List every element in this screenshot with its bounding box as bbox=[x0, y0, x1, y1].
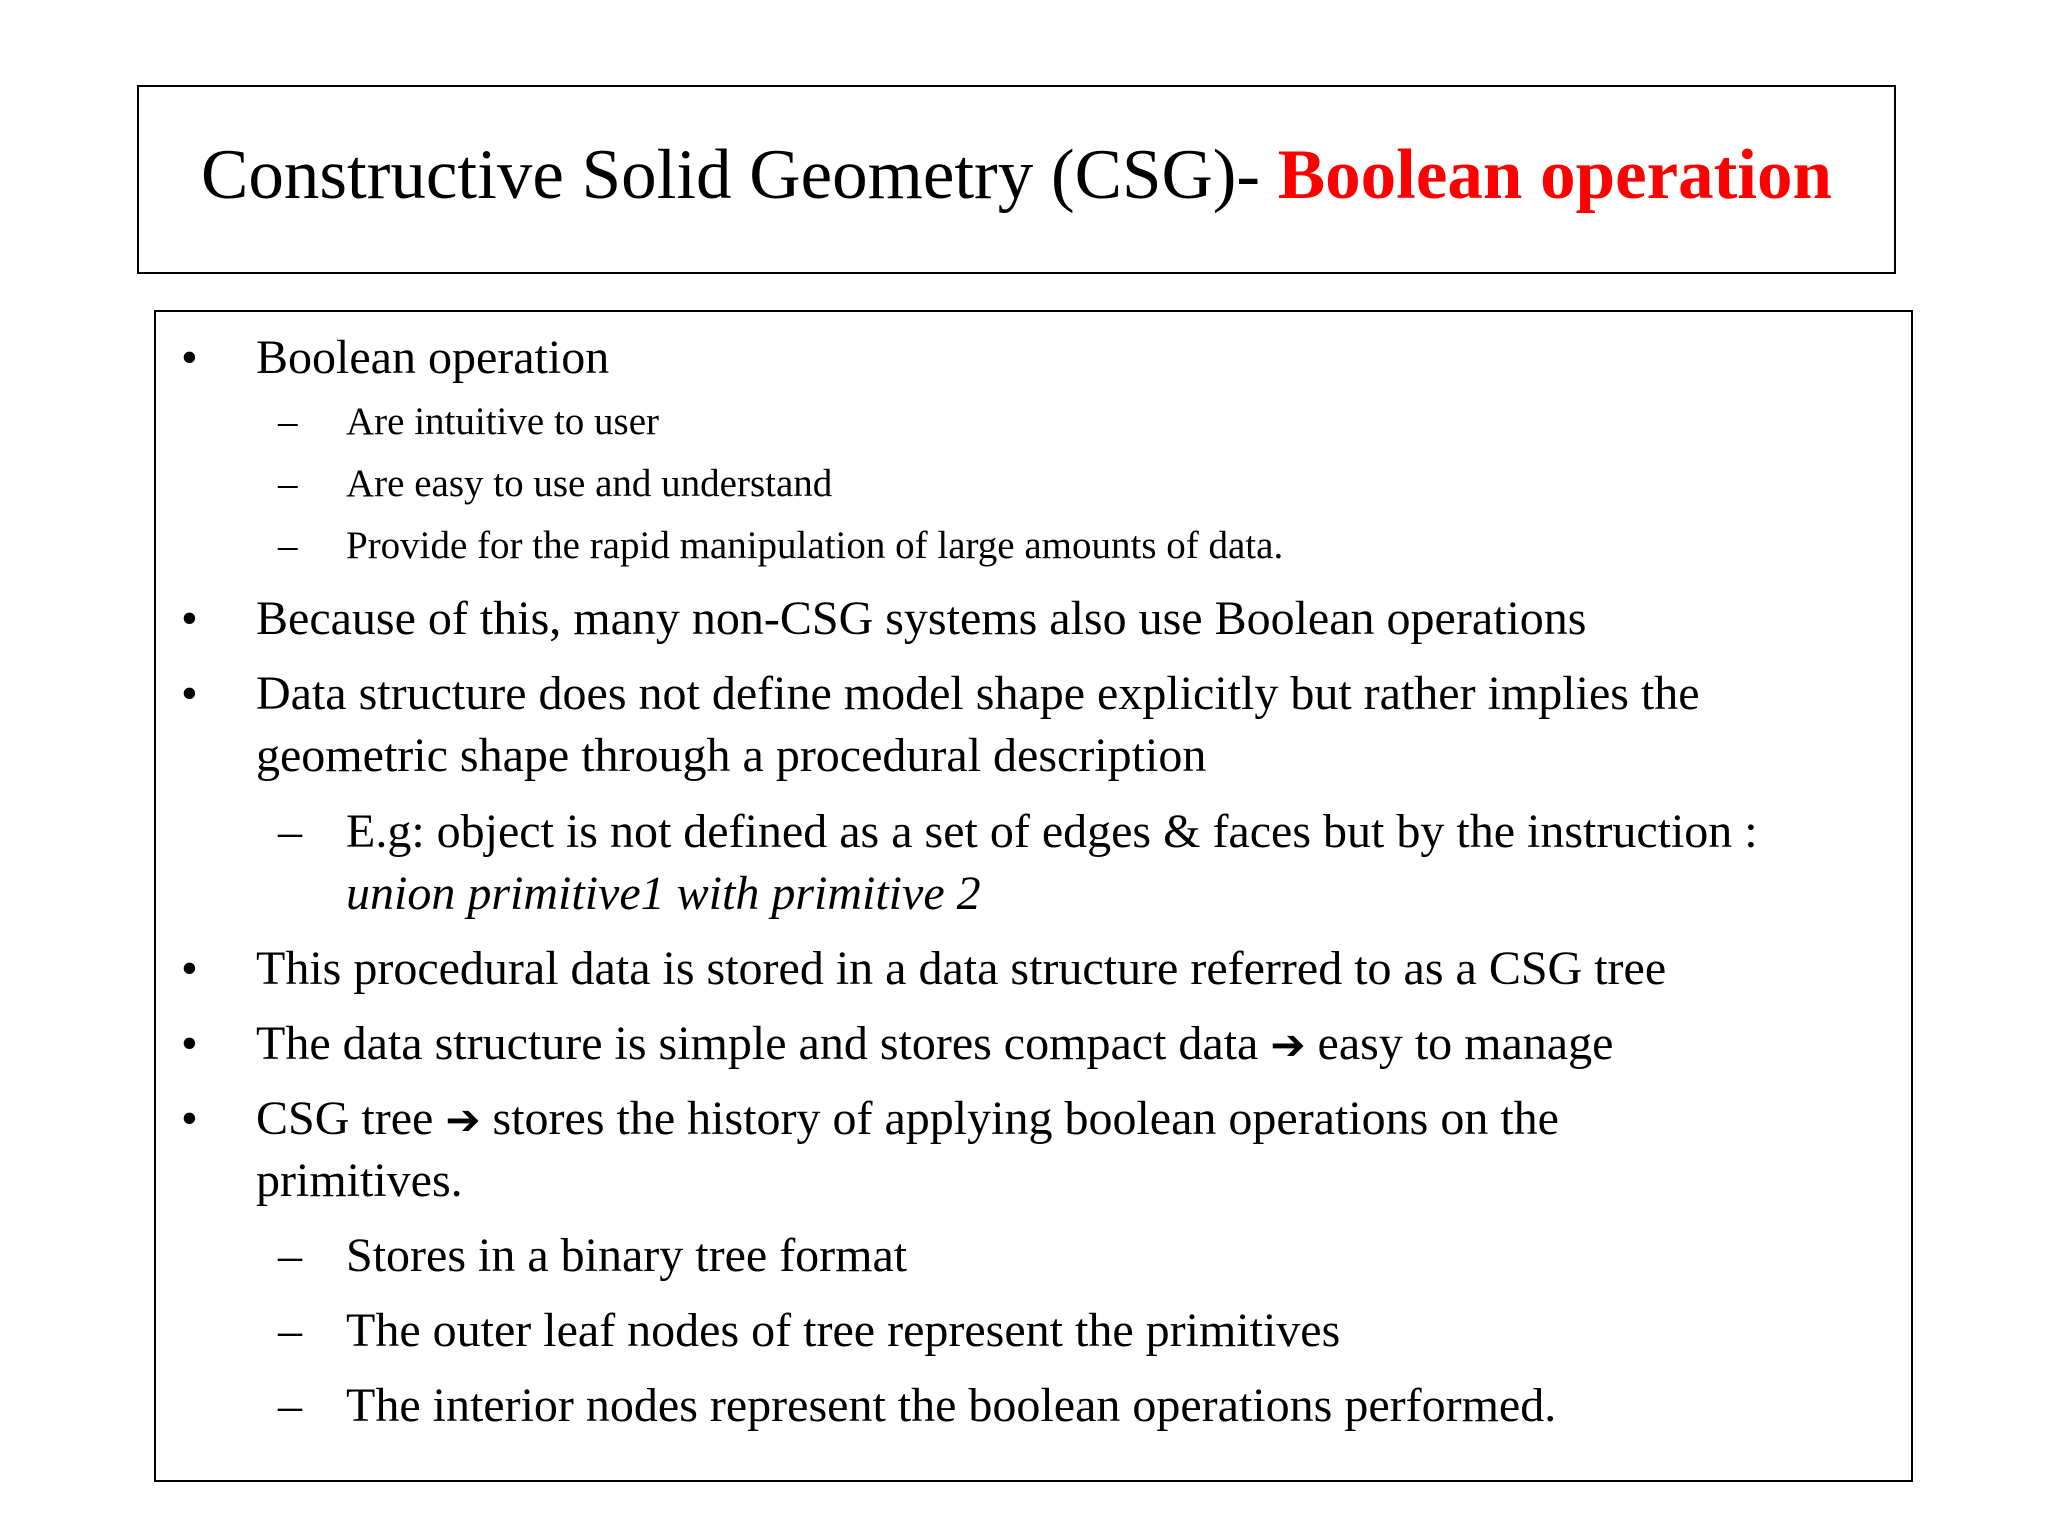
bullet-continuation-text: primitives. bbox=[256, 1154, 463, 1207]
bullet-marker: • bbox=[181, 1017, 198, 1070]
bullet-marker: • bbox=[181, 667, 198, 720]
example-instruction: union primitive1 with primitive 2 bbox=[346, 867, 981, 920]
dash-marker: – bbox=[278, 400, 298, 443]
sub-item-text: Are easy to use and understand bbox=[346, 462, 833, 505]
sub-item-text: Stores in a binary tree format bbox=[346, 1229, 908, 1282]
dash-marker: – bbox=[278, 1304, 302, 1357]
dash-marker: – bbox=[278, 462, 298, 505]
dash-marker: – bbox=[278, 1379, 302, 1432]
sub-item-text: Are intuitive to user bbox=[346, 400, 660, 443]
sub-item-text: Provide for the rapid manipulation of large amounts of data. bbox=[346, 524, 1284, 567]
bullet-text-before: CSG tree bbox=[256, 1092, 446, 1145]
dash-marker: – bbox=[278, 805, 302, 858]
bullet-marker: • bbox=[181, 1092, 198, 1145]
sub-item-text: E.g: object is not defined as a set of edges & faces but by the instruction : bbox=[346, 805, 1758, 858]
bullet-marker: • bbox=[181, 592, 198, 645]
bullet-text-before: The data structure is simple and stores compact data bbox=[256, 1017, 1271, 1070]
bullet-text-after: stores the history of applying boolean operations on the bbox=[480, 1092, 1559, 1145]
bullet-text: Boolean operation bbox=[256, 331, 610, 384]
slide-title bbox=[201, 136, 1832, 214]
sub-item-text: The interior nodes represent the boolean operations performed. bbox=[346, 1379, 1557, 1432]
bullet-text: Because of this, many non-CSG systems also use Boolean operations bbox=[256, 592, 1587, 645]
bullet-text: This procedural data is stored in a data structure referred to as a CSG tree bbox=[256, 942, 1667, 995]
dash-marker: – bbox=[278, 524, 298, 567]
bullet-marker: • bbox=[181, 942, 198, 995]
bullet-marker: • bbox=[181, 331, 198, 384]
bullet-text bbox=[256, 1016, 1613, 1071]
bullet-text bbox=[256, 1091, 1559, 1146]
dash-marker: – bbox=[278, 1229, 302, 1282]
title-accent: Boolean operation bbox=[1277, 136, 1832, 214]
bullet-continuation-text: geometric shape through a procedural description bbox=[256, 729, 1207, 782]
content-box bbox=[154, 310, 1913, 1482]
right-arrow-icon: ➔ bbox=[445, 1095, 481, 1144]
right-arrow-icon: ➔ bbox=[1270, 1020, 1306, 1069]
title-box bbox=[137, 85, 1896, 274]
sub-item-text: The outer leaf nodes of tree represent the primitives bbox=[346, 1304, 1341, 1357]
bullet-text: Data structure does not define model shape explicitly but rather implies the bbox=[256, 667, 1700, 720]
title-main: Constructive Solid Geometry (CSG)- bbox=[201, 136, 1278, 214]
bullet-text-after: easy to manage bbox=[1305, 1017, 1614, 1070]
